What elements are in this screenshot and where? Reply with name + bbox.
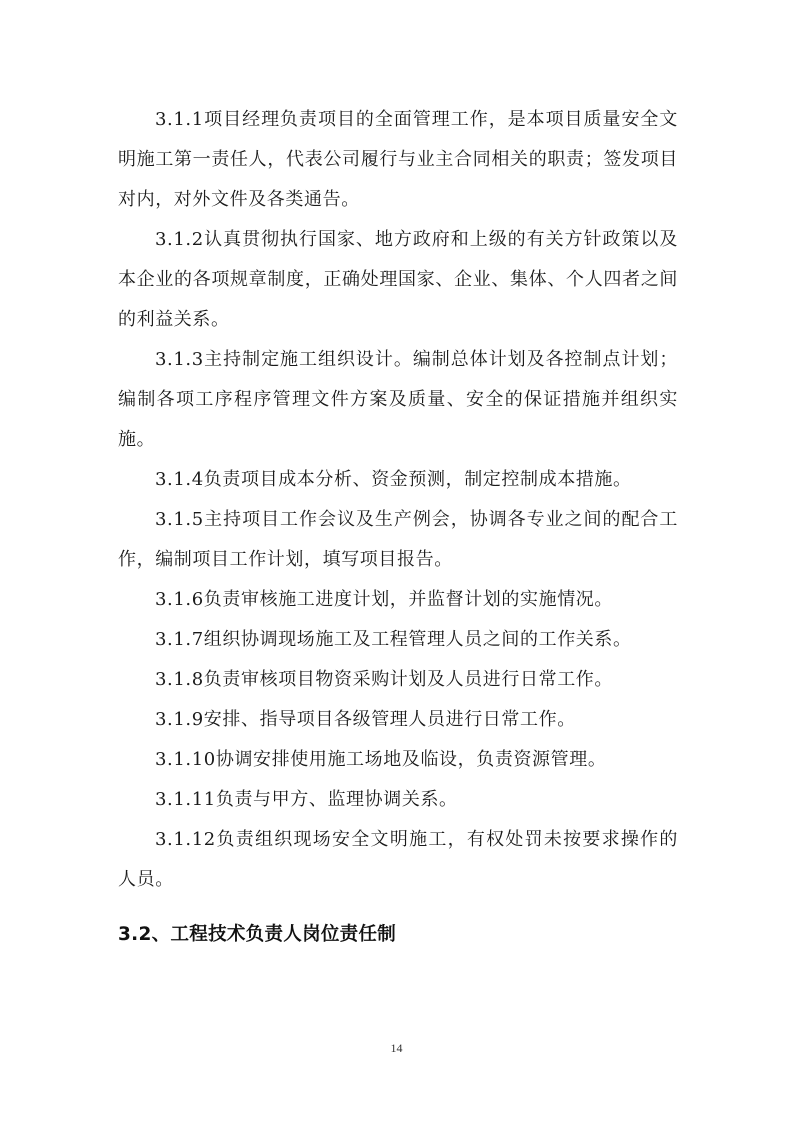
paragraph-3-1-7: 3.1.7组织协调现场施工及工程管理人员之间的工作关系。	[155, 629, 632, 650]
paragraph-3-1-11: 3.1.11负责与甲方、监理协调关系。	[155, 789, 458, 810]
paragraph-3-1-12: 3.1.12负责组织现场安全文明施工，有权处罚未按要求操作的人员。	[118, 829, 678, 890]
paragraph-3-1-2: 3.1.2认真贯彻执行国家、地方政府和上级的有关方针政策以及本企业的各项规章制度，正确处理国家、企业、集体、个人四者之间的利益关系。	[118, 229, 678, 330]
paragraph-3-1-3: 3.1.3主持制定施工组织设计。编制总体计划及各控制点计划；编制各项工序程序管理文件方案及质量、安全的保证措施并组织实施。	[118, 349, 678, 450]
section-heading: 3.2、工程技术负责人岗位责任制	[118, 924, 397, 945]
paragraph-3-1-9: 3.1.9安排、指导项目各级管理人员进行日常工作。	[155, 709, 576, 730]
paragraph-3-1-8: 3.1.8负责审核项目物资采购计划及人员进行日常工作。	[155, 669, 613, 690]
paragraph-3-1-5: 3.1.5主持项目工作会议及生产例会，协调各专业之间的配合工作，编制项目工作计划，填写项目报告。	[118, 509, 678, 570]
page-number: 14	[390, 1041, 403, 1055]
paragraph-3-1-4: 3.1.4负责项目成本分析、资金预测，制定控制成本措施。	[155, 469, 632, 490]
paragraph-3-1-6: 3.1.6负责审核施工进度计划，并监督计划的实施情况。	[155, 589, 613, 610]
paragraph-3-1-1: 3.1.1项目经理负责项目的全面管理工作，是本项目质量安全文明施工第一责任人，代表公司履行与业主合同相关的职责；签发项目对内，对外文件及各类通告。	[118, 109, 678, 210]
paragraph-3-1-10: 3.1.10协调安排使用施工场地及临设，负责资源管理。	[155, 749, 607, 770]
page-body	[118, 100, 678, 955]
